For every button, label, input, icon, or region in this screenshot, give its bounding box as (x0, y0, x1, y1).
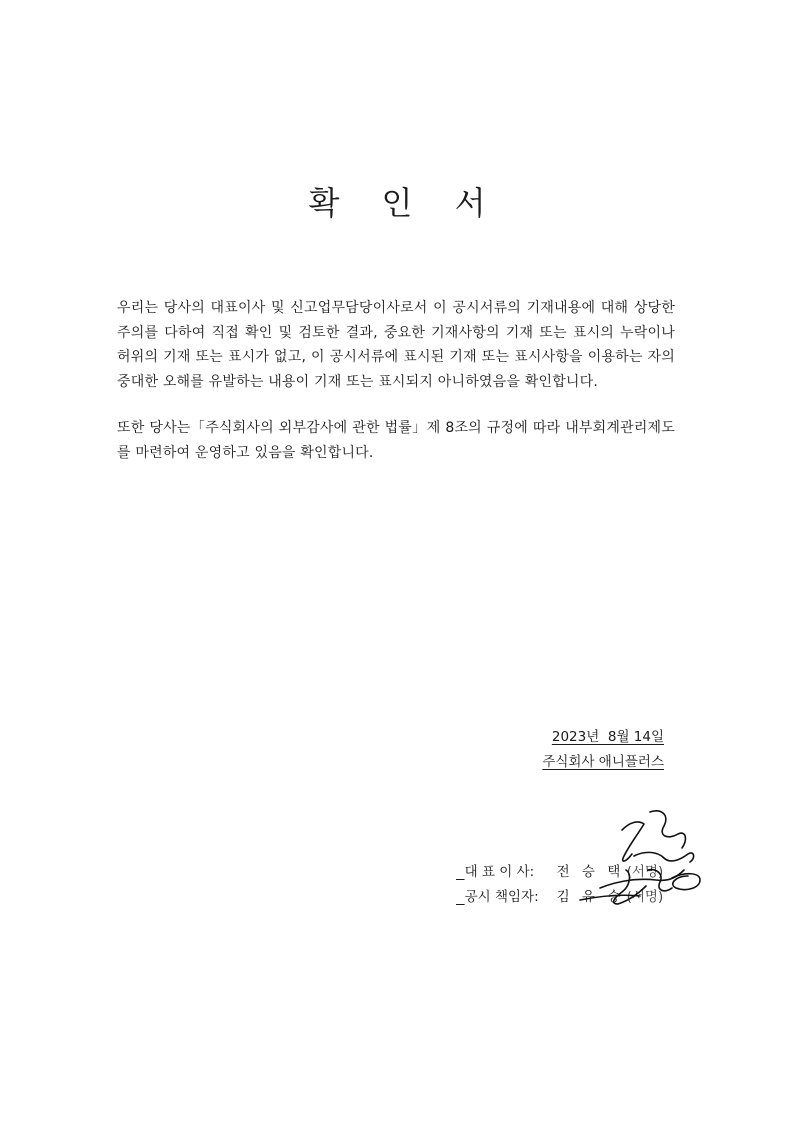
document-date: 2023년 8월 14일 (551, 729, 664, 745)
handwritten-signature (560, 800, 720, 920)
company-name: 주식회사 애니플러스 (542, 754, 664, 770)
internal-control-paragraph: 또한 당사는「주식회사의 외부감사에 관한 법률」제 8조의 규정에 따라 내부회계관리제도를 마련하여 운영하고 있음을 확인합니다. (117, 420, 675, 461)
confirmation-paragraph: 우리는 당사의 대표이사 및 신고업무담당이사로서 이 공시서류의 기재내용에 대해 상당한 주의를 다하여 직접 확인 및 검토한 결과, 중요한 기재사항의 기재 또는 표시의 누락이나 허위의 기재 또는 표시가 없고, 이 공시서류에 표시된 기재 또는 표시사항을 이용하는 자의 중대한 오해를 유발하는 내용이 기재 또는 표시되지 아니하였음을 확인합니다. (117, 300, 675, 390)
signatory-role: 대 표 이 사: (464, 864, 535, 880)
signature-note: (서명) (626, 889, 664, 905)
signatory-name: 김 유 승 (556, 889, 625, 905)
signatory-name: 전 승 택 (556, 864, 625, 880)
signature-note: (서명) (626, 864, 664, 880)
signatory-role: 공시 책임자: (464, 889, 539, 905)
document-title: 확 인 서 (308, 184, 502, 222)
